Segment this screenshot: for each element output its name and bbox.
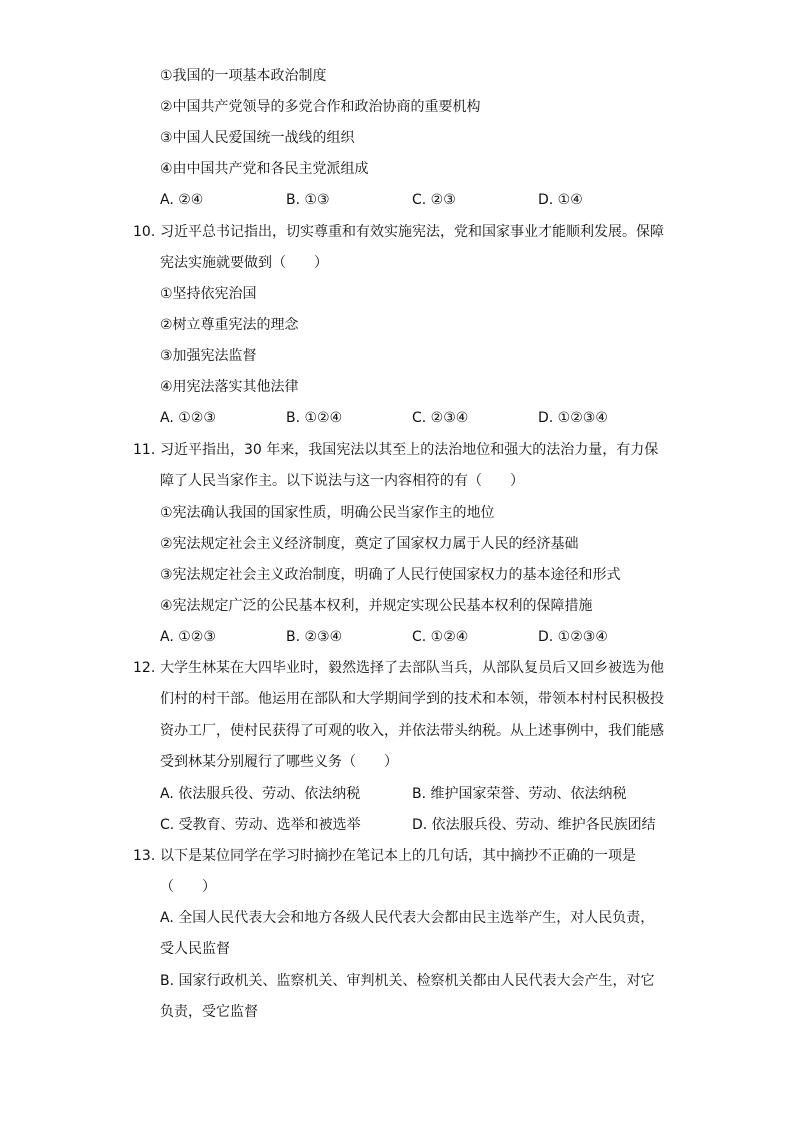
q11-stem-line-2: 障了人民当家作主。以下说法与这一内容相符的有（ ） [160, 473, 524, 489]
q9-option-c: C. ②③ [412, 192, 456, 208]
q11-stem-line-1: 习近平指出，30 年来，我国宪法以其至上的法治地位和强大的法治力量，有力保 [160, 442, 659, 458]
q9-statement-4: ④由中国共产党和各民主党派组成 [160, 161, 369, 177]
q13-stem-line-2: （ ） [160, 879, 216, 895]
q9-statement-2: ②中国共产党领导的多党合作和政治协商的重要机构 [160, 99, 481, 115]
q13-option-b-line-2: 负责，受它监督 [160, 1004, 258, 1020]
q12-option-c: C. 受教育、劳动、选举和被选举 [160, 817, 361, 833]
q12-option-a: A. 依法服兵役、劳动、依法纳税 [160, 786, 361, 802]
q10-stem-line-2: 宪法实施就要做到（ ） [160, 255, 328, 271]
q13-number: 13. [133, 848, 156, 864]
q10-number: 10. [133, 224, 156, 240]
q12-option-d: D. 依法服兵役、劳动、维护各民族团结 [412, 817, 656, 833]
q12-option-b: B. 维护国家荣誉、劳动、依法纳税 [412, 786, 627, 802]
q11-option-a: A. ①②③ [160, 629, 216, 645]
q10-stem-line-1: 习近平总书记指出，切实尊重和有效实施宪法，党和国家事业才能顺利发展。保障 [160, 224, 664, 240]
q12-stem-line-4: 受到林某分别履行了哪些义务（ ） [160, 754, 398, 770]
q10-option-a: A. ①②③ [160, 410, 216, 426]
q11-option-d: D. ①②③④ [538, 629, 608, 645]
q10-statement-1: ①坚持依宪治国 [160, 286, 257, 302]
q13-option-b-line-1: B. 国家行政机关、监察机关、审判机关、检察机关都由人民代表大会产生，对它 [160, 973, 655, 989]
q13-option-a-line-2: 受人民监督 [160, 941, 230, 957]
q9-option-d: D. ①④ [538, 192, 583, 208]
q10-statement-4: ④用宪法落实其他法律 [160, 379, 299, 395]
q10-statement-2: ②树立尊重宪法的理念 [160, 317, 299, 333]
q11-statement-4: ④宪法规定广泛的公民基本权利，并规定实现公民基本权利的保障措施 [160, 598, 593, 614]
q9-statement-3: ③中国人民爱国统一战线的组织 [160, 130, 355, 146]
q12-stem-line-3: 资办工厂，使村民获得了可观的收入，并依法带头纳税。从上述事例中，我们能感 [160, 723, 664, 739]
q12-stem-line-1: 大学生林某在大四毕业时，毅然选择了去部队当兵，从部队复员后又回乡被选为他 [160, 660, 664, 676]
q10-option-b: B. ①②④ [286, 410, 343, 426]
q10-option-d: D. ①②③④ [538, 410, 608, 426]
q11-statement-1: ①宪法确认我国的国家性质，明确公民当家作主的地位 [160, 505, 495, 521]
q9-option-a: A. ②④ [160, 192, 204, 208]
q11-statement-3: ③宪法规定社会主义政治制度，明确了人民行使国家权力的基本途径和形式 [160, 567, 621, 583]
q9-statement-1: ①我国的一项基本政治制度 [160, 68, 327, 84]
q12-number: 12. [133, 660, 156, 676]
q11-statement-2: ②宪法规定社会主义经济制度，奠定了国家权力属于人民的经济基础 [160, 536, 579, 552]
q12-stem-line-2: 们村的村干部。他运用在部队和大学期间学到的技术和本领，带领本村村民积极投 [160, 691, 664, 707]
q13-stem-line-1: 以下是某位同学在学习时摘抄在笔记本上的几句话，其中摘抄不正确的一项是 [160, 848, 636, 864]
q11-option-b: B. ②③④ [286, 629, 343, 645]
q11-number: 11. [133, 442, 156, 458]
q10-option-c: C. ②③④ [412, 410, 469, 426]
q13-option-a-line-1: A. 全国人民代表大会和地方各级人民代表大会都由民主选举产生，对人民负责， [160, 910, 655, 926]
q10-statement-3: ③加强宪法监督 [160, 348, 257, 364]
q9-option-b: B. ①③ [286, 192, 330, 208]
q11-option-c: C. ①②④ [412, 629, 469, 645]
